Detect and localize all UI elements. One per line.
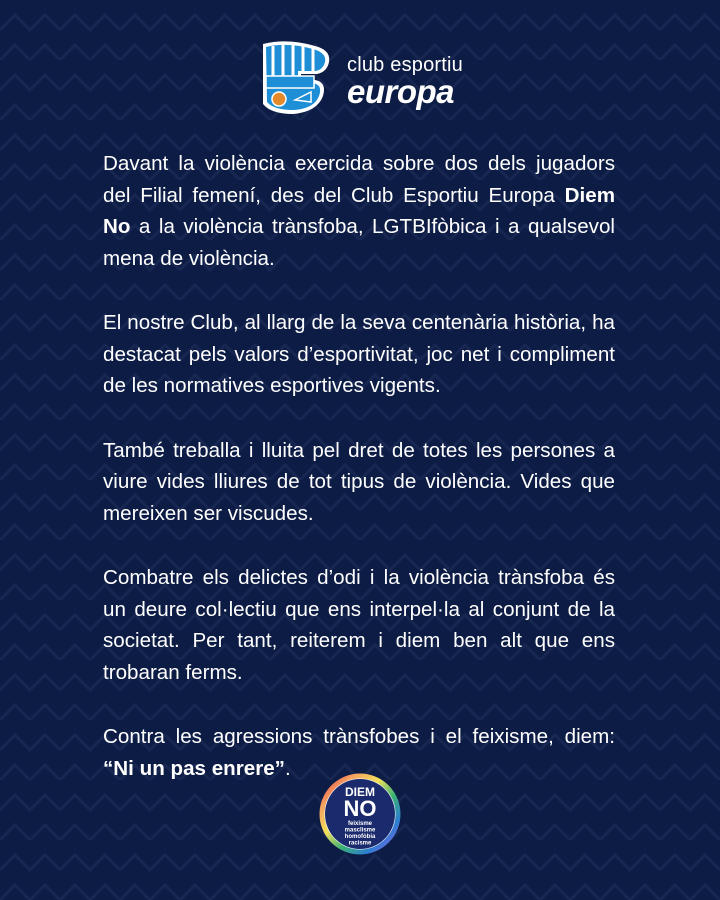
club-crest-logo (257, 40, 337, 116)
paragraph-5-bold: “Ni un pas enrere” (103, 756, 285, 780)
badge-item-4: racisme (348, 840, 372, 847)
paragraph-4: Combatre els delictes d’odi i la violència trànsfoba és un deure col·lectiu que ens interpel·la al conjunt de la societat. Per tant, reiterem i diem ben alt que ens trobaran ferms. (103, 566, 615, 684)
club-name-line1: club esportiu (347, 53, 463, 76)
paragraph-5-text-b: . (284, 756, 291, 780)
paragraph-3: També treballa i lluita pel dret de totes les persones a viure vides lliures de tot tipus de violència. Vides que mereixen ser viscudes. (103, 438, 615, 525)
club-name-line2: europa (347, 72, 455, 110)
paragraph-1-text-a: Davant la violència exercida sobre dos dels jugadors del Filial femení, des del Club Esportiu Europa (103, 152, 615, 207)
diem-no-badge (318, 772, 402, 856)
paragraph-1-bold: Diem No (103, 183, 615, 238)
badge-item-3: homofòbia (344, 834, 376, 840)
statement-body (103, 148, 615, 817)
badge-item-1: feixisme (347, 821, 373, 827)
paragraph-1 (103, 148, 615, 274)
badge-item-2: masclisme (344, 827, 376, 834)
club-header (0, 40, 720, 116)
club-name (347, 55, 463, 108)
paragraph-1-text-b: a la violència trànsfoba, LGTBIfòbica i a qualsevol mena de violència. (103, 215, 615, 270)
badge-line1: DIEM (345, 785, 375, 799)
paragraph-5-text-a: Contra les agressions trànsfobes i el feixisme, diem: (103, 725, 615, 748)
paragraph-2: El nostre Club, al llarg de la seva centenària història, ha destacat pels valors d’esportivitat, joc net i compliment de les normatives esportives vigents. (103, 311, 615, 397)
badge-line2: NO (343, 796, 377, 821)
